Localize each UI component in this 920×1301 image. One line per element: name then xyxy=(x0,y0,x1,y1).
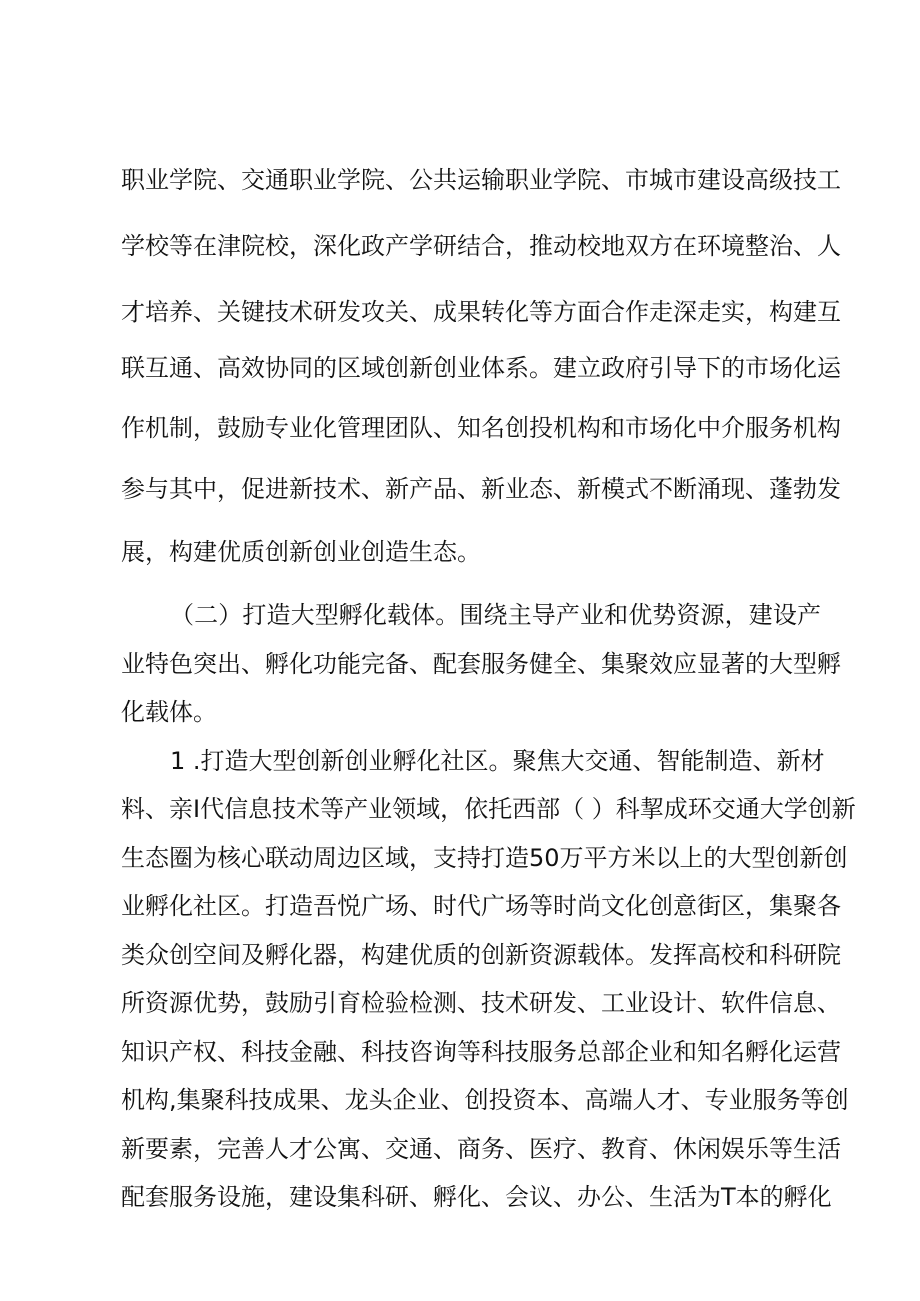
text-line: 业特色突出、孵化功能完备、配套服务健全、集聚效应显著的大型孵 xyxy=(121,650,841,678)
text-line: 联互通、高效协同的区域创新创业体系。建立政府引导下的市场化运 xyxy=(121,354,841,382)
text-line: 职业学院、交通职业学院、公共运输职业学院、市城市建设高级技工 xyxy=(121,166,841,194)
text-line: 料、亲I代信息技术等产业领域，依托西部（ ）科挈成环交通大学创新 xyxy=(121,795,856,823)
text-line: 新要素，完善人才公寓、交通、商务、医疗、教育、休闲娱乐等生活 xyxy=(121,1135,841,1163)
text-line: 机构,集聚科技成果、龙头企业、创投资本、高端人才、专业服务等创 xyxy=(121,1086,849,1114)
section-heading-line: （二）打造大型孵化载体。围绕主导产业和优势资源，建设产 xyxy=(170,601,821,629)
text-line: 配套服务设施，建设集科研、孵化、会议、办公、生活为T本的孵化 xyxy=(121,1183,832,1211)
text-line: 类众创空间及孵化器，构建优质的创新资源载体。发挥高校和科研院 xyxy=(121,941,841,969)
text-line: 作机制，鼓励专业化管理团队、知名创投机构和市场化中介服务机构 xyxy=(121,414,841,442)
text-line: 才培养、关键技术研发攻关、成果转化等方面合作走深走实，构建互 xyxy=(121,298,841,326)
text-line: 参与其中，促进新技术、新产品、新业态、新模式不断涌现、蓬勃发 xyxy=(121,475,841,503)
text-line: 展，构建优质创新创业创造生态。 xyxy=(121,538,481,566)
text-line: 学校等在津院校，深化政产学研结合，推动校地双方在环境整治、人 xyxy=(121,232,841,260)
subsection-heading-line: 1 .打造大型创新创业孵化社区。聚焦大交通、智能制造、新材 xyxy=(170,747,825,775)
text-line: 知识产权、科技金融、科技咨询等科技服务总部企业和知名孵化运营 xyxy=(121,1038,841,1066)
text-line: 所资源优势，鼓励引育检验检测、技术研发、工业设计、软件信息、 xyxy=(121,989,841,1017)
text-line: 业孵化社区。打造吾悦广场、时代广场等时尚文化创意街区，集聚各 xyxy=(121,892,841,920)
text-line: 化载体。 xyxy=(121,698,217,726)
text-line: 生态圈为核心联动周边区域，支持打造50万平方米以上的大型创新创 xyxy=(121,844,848,872)
